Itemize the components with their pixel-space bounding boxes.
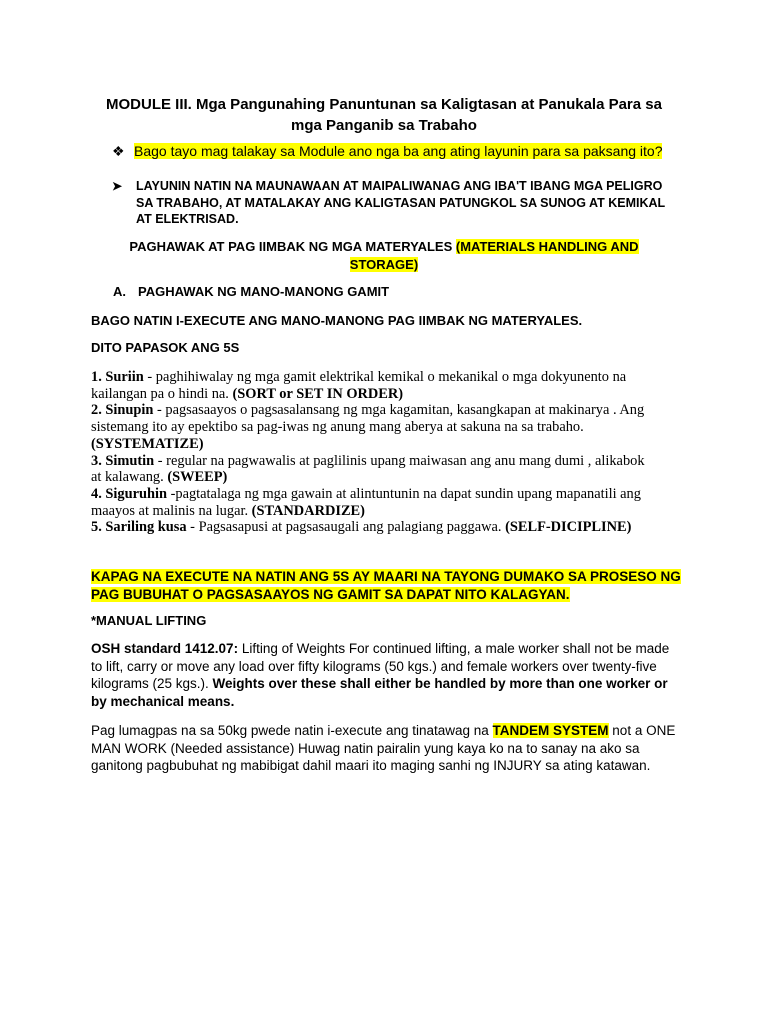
five-s-item — [91, 369, 651, 402]
five-s-desc: - pagsasaayos o pagsasalansang ng mga kagamitan, kasangkapan at makinarya . Ang sistemang ito ay epektibo sa pag-iwas ng anung mang aberya at sakuna na sa trabaho. — [91, 402, 645, 436]
five-s-english: (STANDARDIZE) — [251, 502, 365, 519]
page-title: MODULE III. Mga Pangunahing Panuntunan sa Kaligtasan at Panukala Para sa mga Panganib sa Trabaho — [106, 96, 662, 134]
objective-item — [112, 178, 672, 228]
five-s-term: 4. Siguruhin — [91, 485, 167, 502]
subheading-a-label: A. — [113, 284, 126, 299]
five-s-term: 5. Sariling kusa — [91, 519, 187, 536]
five-s-english: (SORT or SET IN ORDER) — [232, 385, 404, 402]
five-s-desc: - paghihiwalay ng mga gamit elektrikal kemikal o mekanikal o mga dokyunento na kailangan pa o hindi na. — [91, 369, 627, 402]
osh-text: Lifting of Weights For continued lifting, a male worker shall not be made to lift, carry or move any load over fifty kilograms (50 kgs.) and female workers over twenty-five kilograms (25 kgs.). — [91, 641, 670, 691]
tandem-before: Pag lumagpas na sa 50kg pwede natin i-execute ang tinatawag na — [91, 723, 493, 738]
five-s-item — [91, 519, 651, 536]
section-heading-highlight: (MATERIALS HANDLING AND STORAGE) — [349, 239, 639, 272]
five-s-desc: - regular na pagwawalis at paglilinis upang maiwasan ang anu mang dumi , alikabok at kalawang. — [91, 452, 645, 486]
subheading-a — [113, 284, 389, 299]
five-s-intro: DITO PAPASOK ANG 5S — [91, 340, 240, 355]
five-s-english: (SWEEP) — [167, 469, 228, 486]
before-execute-line: BAGO NATIN I-EXECUTE ANG MANO-MANONG PAG IIMBAK NG MATERYALES. — [91, 313, 583, 328]
five-s-item — [91, 402, 651, 452]
section-heading — [100, 238, 668, 274]
intro-bullet-text: Bago tayo mag talakay sa Module ano nga ba ang ating layunin para sa paksang ito? — [134, 143, 663, 159]
manual-lifting-heading: *MANUAL LIFTING — [91, 613, 207, 628]
subheading-a-text: PAGHAWAK NG MANO-MANONG GAMIT — [138, 284, 390, 299]
after-5s-note — [91, 568, 681, 603]
diamond-bullet-icon: ❖ — [112, 143, 125, 159]
arrow-bullet-icon: ➤ — [112, 179, 123, 193]
osh-bold-text: Weights over these shall either be handled by more than one worker or by mechanical means. — [91, 676, 668, 709]
intro-bullet — [112, 141, 662, 161]
tandem-highlight: TANDEM SYSTEM — [492, 723, 609, 738]
five-s-english: (SELF-DICIPLINE) — [505, 519, 632, 536]
objective-text: LAYUNIN NATIN NA MAUNAWAAN AT MAIPALIWANAG ANG IBA'T IBANG MGA PELIGRO SA TRABAHO, AT MATALAKAY ANG KALIGTASAN PATUNGKOL SA SUNOG AT KEMIKAL AT ELEKTRISAD. — [136, 179, 665, 226]
five-s-item — [91, 486, 651, 519]
section-heading-main: PAGHAWAK AT PAG IIMBAK NG MGA MATERYALES — [129, 239, 456, 254]
five-s-term: 1. Suriin — [91, 369, 144, 385]
tandem-paragraph — [91, 722, 681, 775]
five-s-desc: -pagtatalaga ng mga gawain at alintuntunin na dapat sundin upang mapanatili ang maayos at malinis na lugar. — [91, 485, 641, 519]
osh-label: OSH standard 1412.07: — [91, 641, 239, 656]
five-s-term: 3. Simutin — [91, 452, 155, 469]
five-s-english: (SYSTEMATIZE) — [91, 435, 204, 452]
tandem-after: not a ONE MAN WORK (Needed assistance) Huwag natin pairalin yung kaya ko na to sanay na ako sa ganitong pagbubuhat ng mabibigat dahil maari ito maging sanhi ng INJURY sa ating katawan. — [91, 723, 676, 773]
five-s-desc: - Pagsasapusi at pagsasaugali ang palagiang paggawa. — [186, 519, 506, 536]
osh-standard-paragraph — [91, 640, 681, 710]
five-s-item — [91, 453, 651, 486]
five-s-list — [91, 369, 651, 536]
after-5s-text: KAPAG NA EXECUTE NA NATIN ANG 5S AY MAARI NA TAYONG DUMAKO SA PROSESO NG PAG BUBUHAT O PAGSASAAYOS NG GAMIT SA DAPAT NITO KALAGYAN. — [91, 569, 681, 602]
five-s-term: 2. Sinupin — [91, 402, 154, 419]
